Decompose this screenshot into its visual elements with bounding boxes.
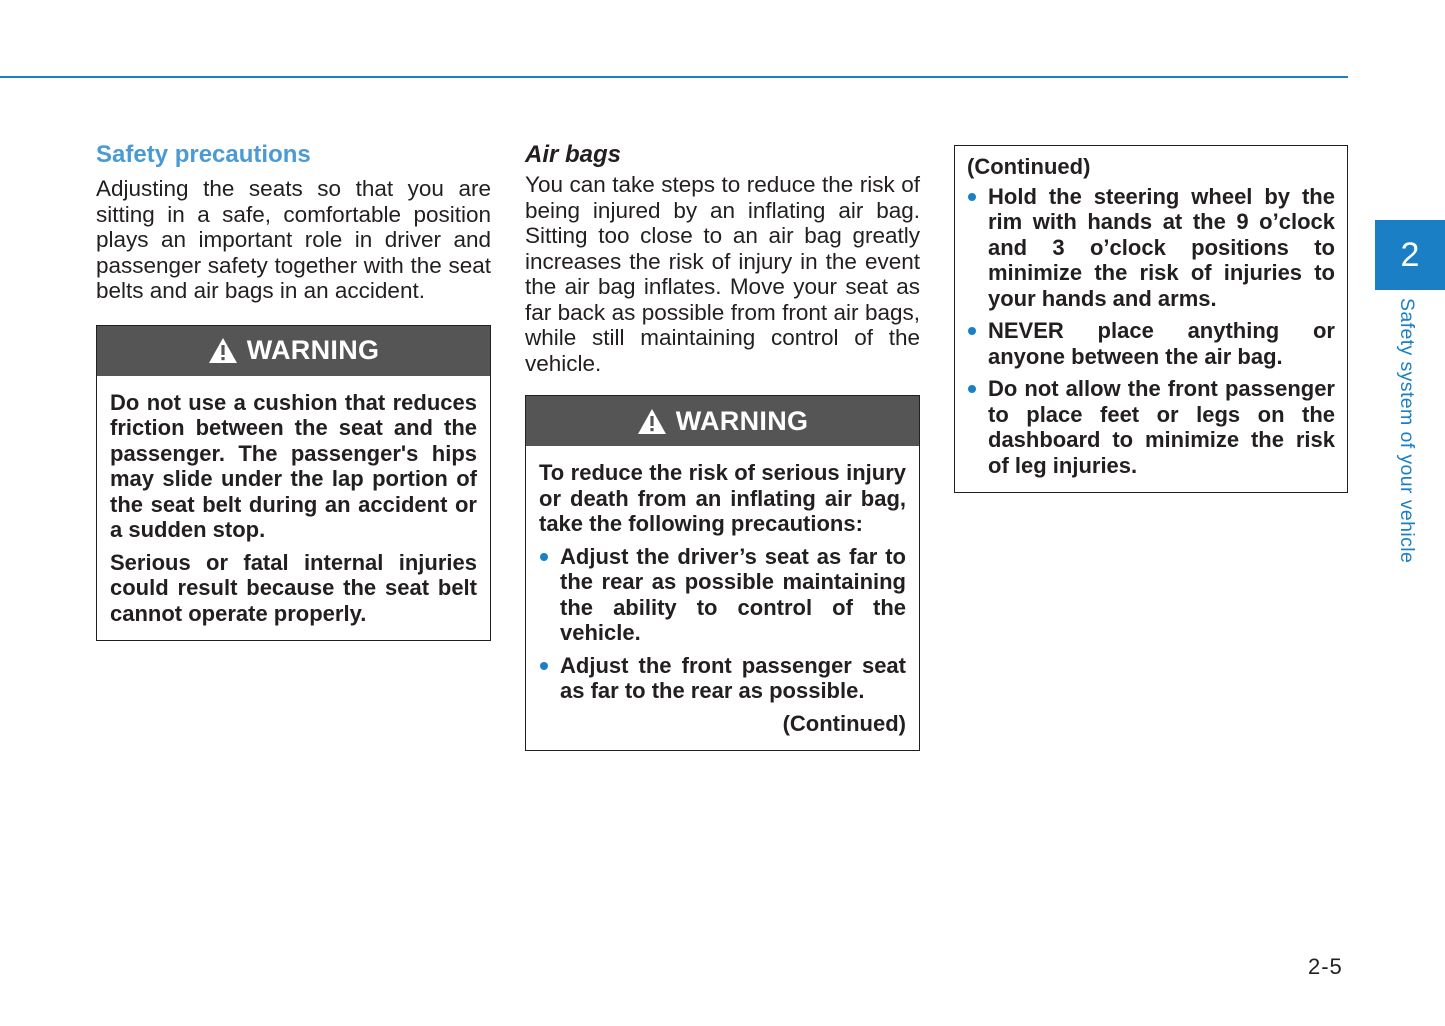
left-column: [96, 140, 491, 641]
warning-body: [97, 376, 490, 641]
warning-label: WARNING: [675, 405, 809, 436]
warning-triangle-icon: [208, 337, 238, 364]
list-item: Adjust the driver’s seat as far to the rear as possible maintaining the ability to control of the vehicle.: [539, 544, 906, 646]
warning-continued-box: [954, 145, 1348, 493]
page-number: 2-5: [1308, 954, 1343, 979]
warning-paragraph: Do not use a cushion that reduces friction between the seat and the passenger. The passenger's hips may slide under the lap portion of the seat belt during an accident or a sudden stop.: [110, 389, 477, 542]
middle-column: [525, 140, 920, 751]
warning-paragraph: Serious or fatal internal injuries could result because the seat belt cannot operate properly.: [110, 549, 477, 626]
warning-body: [526, 446, 919, 750]
warning-box-airbag: [525, 395, 920, 751]
list-item: Adjust the front passenger seat as far to the rear as possible.: [539, 653, 906, 704]
list-item: NEVER place anything or anyone between the air bag.: [967, 318, 1335, 369]
header-rule: [0, 76, 1348, 78]
warning-box-cushion: [96, 325, 491, 642]
chapter-number-tab: 2: [1375, 220, 1445, 290]
section-title: Safety precautions: [96, 141, 311, 168]
right-column: [954, 145, 1348, 493]
continued-label: (Continued): [782, 710, 906, 736]
intro-paragraph: Adjusting the seats so that you are sitting in a safe, comfortable position plays an important role in driver and passenger safety together with the seat belts and air bags in an accident.: [96, 176, 491, 303]
warning-label: WARNING: [246, 335, 380, 365]
chapter-title-vertical: Safety system of your vehicle: [1396, 298, 1418, 564]
warning-header: [526, 396, 919, 446]
warning-intro: To reduce the risk of serious injury or death from an inflating air bag, take the following precautions:: [539, 460, 906, 536]
list-item: Hold the steering wheel by the rim with hands at the 9 o’clock and 3 o’clock positions to minimize the risk of injuries to your hands and arms.: [967, 184, 1335, 312]
warning-bullet-list: [539, 544, 906, 704]
continued-header: (Continued): [967, 154, 1091, 179]
warning-bullet-list: [967, 184, 1335, 479]
warning-triangle-icon: [637, 408, 667, 435]
warning-header: [97, 326, 490, 376]
airbag-paragraph: You can take steps to reduce the risk of being injured by an inflating air bag. Sitting too close to an air bag greatly increases the risk of injury in the event the air bag inflates. Move your seat as far back as possible from front air bags, while still maintaining control of the vehicle.: [525, 172, 920, 376]
subsection-title: Air bags: [525, 141, 622, 168]
list-item: Do not allow the front passenger to place feet or legs on the dashboard to minimize the risk of leg injuries.: [967, 376, 1335, 478]
